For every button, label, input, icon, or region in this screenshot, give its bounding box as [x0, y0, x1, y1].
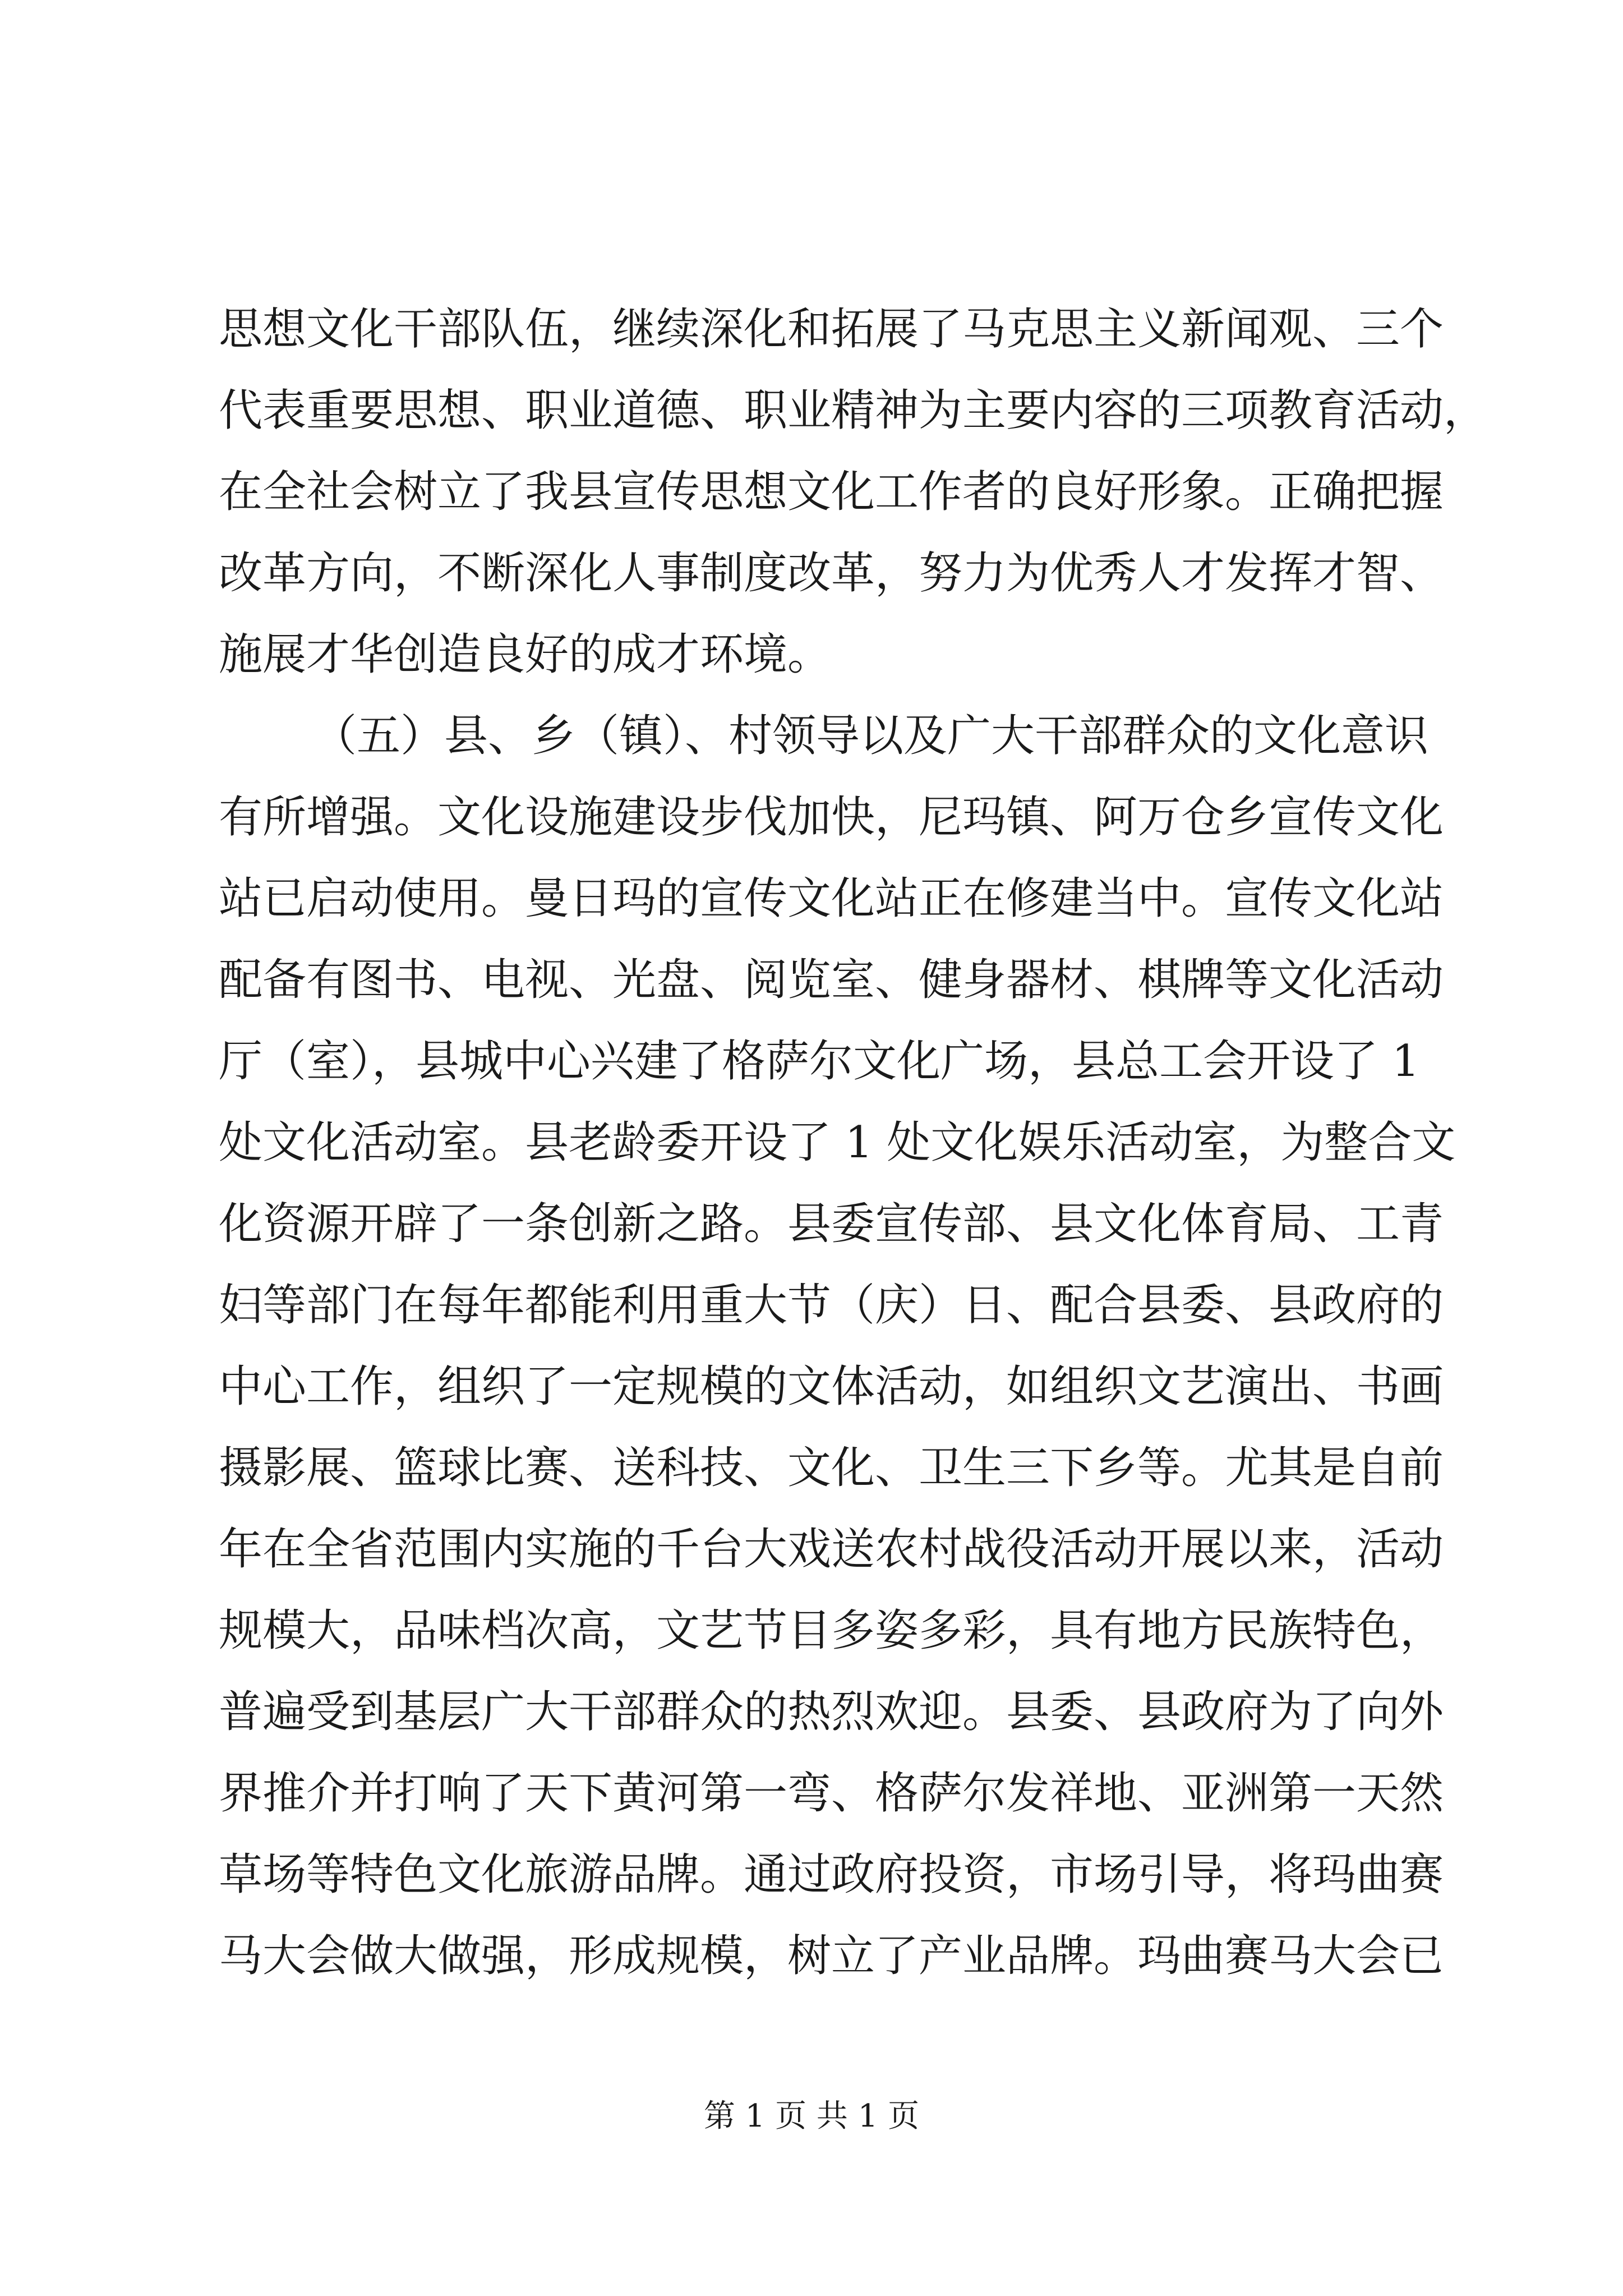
text-line: 站已启动使用。曼日玛的宣传文化站正在修建当中。宣传文化站 — [219, 873, 1444, 924]
text-line: 界推介并打响了天下黄河第一弯、格萨尔发祥地、亚洲第一天然 — [219, 1768, 1444, 1819]
text-line: 在全社会树立了我县宣传思想文化工作者的良好形象。正确把握 — [219, 467, 1444, 517]
text-line: 有所增强。文化设施建设步伐加快，尼玛镇、阿万仓乡宣传文化 — [219, 792, 1444, 843]
text-line: 摄影展、篮球比赛、送科技、文化、卫生三下乡等。尤其是自前 — [219, 1443, 1444, 1493]
text-line: 草场等特色文化旅游品牌。通过政府投资，市场引导，将玛曲赛 — [219, 1849, 1444, 1900]
text-line: 年在全省范围内实施的千台大戏送农村战役活动开展以来，活动 — [219, 1524, 1444, 1575]
page-number-footer: 第 1 页 共 1 页 — [703, 2098, 920, 2134]
text-line: 规模大，品味档次高，文艺节目多姿多彩，具有地方民族特色， — [219, 1605, 1444, 1656]
text-line: 施展才华创造良好的成才环境。 — [219, 629, 832, 680]
text-line: 厅（室），县城中心兴建了格萨尔文化广场，县总工会开设了 1 — [219, 1036, 1420, 1087]
text-line: 配备有图书、电视、光盘、阅览室、健身器材、棋牌等文化活动 — [219, 955, 1444, 1005]
text-line: 中心工作，组织了一定规模的文体活动，如组织文艺演出、书画 — [219, 1361, 1444, 1412]
text-line: 改革方向，不断深化人事制度改革，努力为优秀人才发挥才智、 — [219, 548, 1444, 599]
text-line: 代表重要思想、职业道德、职业精神为主要内容的三项教育活动， — [219, 385, 1488, 436]
text-line: 马大会做大做强，形成规模，树立了产业品牌。玛曲赛马大会已 — [219, 1931, 1444, 1981]
text-line: 处文化活动室。县老龄委开设了 1 处文化娱乐活动室，为整合文 — [219, 1117, 1456, 1168]
text-line: 化资源开辟了一条创新之路。县委宣传部、县文化体育局、工青 — [219, 1199, 1444, 1249]
text-line: 普遍受到基层广大干部群众的热烈欢迎。县委、县政府为了向外 — [219, 1687, 1444, 1737]
body-text — [219, 289, 1488, 1997]
text-line: 妇等部门在每年都能利用重大节（庆）日、配合县委、县政府的 — [219, 1280, 1444, 1331]
paragraph-start-line: （五）县、乡（镇）、村领导以及广大干部群众的文化意识 — [313, 711, 1429, 761]
text-line: 思想文化干部队伍，继续深化和拓展了马克思主义新闻观、三个 — [219, 304, 1444, 355]
